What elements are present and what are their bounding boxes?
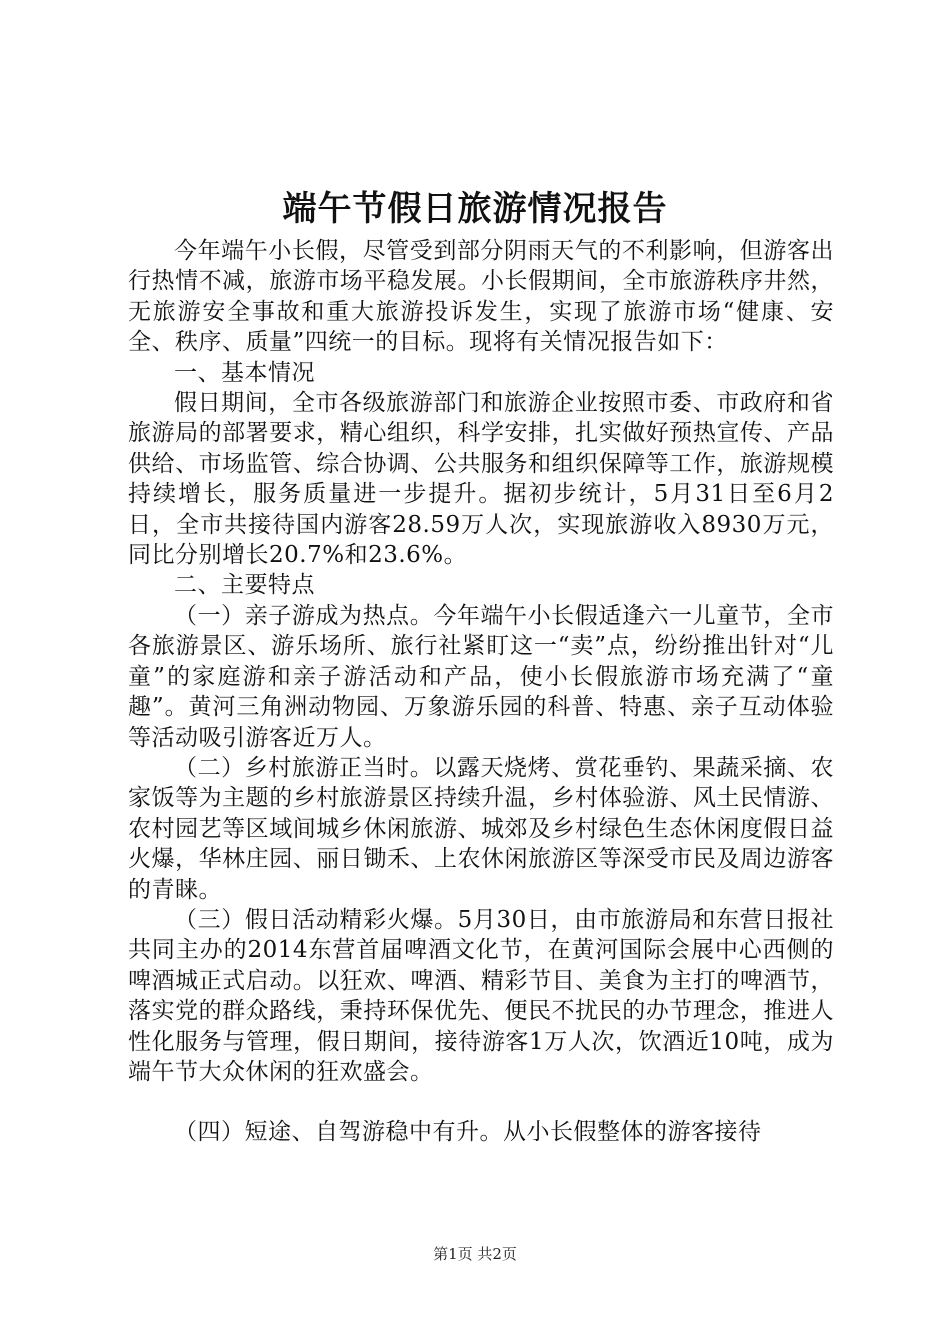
feature-paragraph-2: （二）乡村旅游正当时。以露天烧烤、赏花垂钓、果蔬采摘、农家饭等为主题的乡村旅游景区持续升温，乡村体验游、风土民情游、农村园艺等区域间城乡休闲旅游、城郊及乡村绿色生态休闲度假日益火爆，华林庄园、丽日锄禾、上农休闲旅游区等深受市民及周边游客的青睐。 bbox=[128, 754, 834, 903]
feature-paragraph-1: （一）亲子游成为热点。今年端午小长假适逢六一儿童节，全市各旅游景区、游乐场所、旅行社紧盯这一“卖”点，纷纷推出针对“儿童”的家庭游和亲子游活动和产品，使小长假旅游市场充满了“童趣”。黄河三角洲动物园、万象游乐园的科普、特惠、亲子互动体验等活动吸引游客近万人。 bbox=[128, 602, 834, 751]
feature-paragraph-3: （三）假日活动精彩火爆。5月30日，由市旅游局和东营日报社共同主办的2014东营首届啤酒文化节，在黄河国际会展中心西侧的啤酒城正式启动。以狂欢、啤酒、精彩节目、美食为主打的啤酒节，落实党的群众路线，秉持环保优先、便民不扰民的办节理念，推进人性化服务与管理，假日期间，接待游客1万人次，饮酒近10吨，成为端午节大众休闲的狂欢盛会。 bbox=[128, 906, 834, 1085]
feature-paragraph-4: （四）短途、自驾游稳中有升。从小长假整体的游客接待 bbox=[174, 1119, 762, 1146]
paragraph-gap bbox=[128, 1087, 834, 1117]
section-heading-features: 二、主要特点 bbox=[174, 572, 315, 599]
basic-situation-paragraph: 假日期间，全市各级旅游部门和旅游企业按照市委、市政府和省旅游局的部署要求，精心组织，科学安排，扎实做好预热宣传、产品供给、市场监管、综合协调、公共服务和组织保障等工作，旅游规模持续增长，服务质量进一步提升。据初步统计，5月31日至6月2日，全市共接待国内游客28.59万人次，实现旅游收入8930万元，同比分别增长20.7%和23.6%。 bbox=[128, 390, 834, 569]
page-footer: 第1页 共2页 bbox=[433, 1245, 517, 1263]
document-title: 端午节假日旅游情况报告 bbox=[282, 189, 668, 229]
intro-paragraph: 今年端午小长假，尽管受到部分阴雨天气的不利影响，但游客出行热情不减，旅游市场平稳发展。小长假期间，全市旅游秩序井然，无旅游安全事故和重大旅游投诉发生，实现了旅游市场“健康、安全、秩序、质量”四统一的目标。现将有关情况报告如下： bbox=[128, 238, 834, 356]
document-body bbox=[128, 236, 834, 1148]
section-heading-basic: 一、基本情况 bbox=[174, 359, 315, 386]
